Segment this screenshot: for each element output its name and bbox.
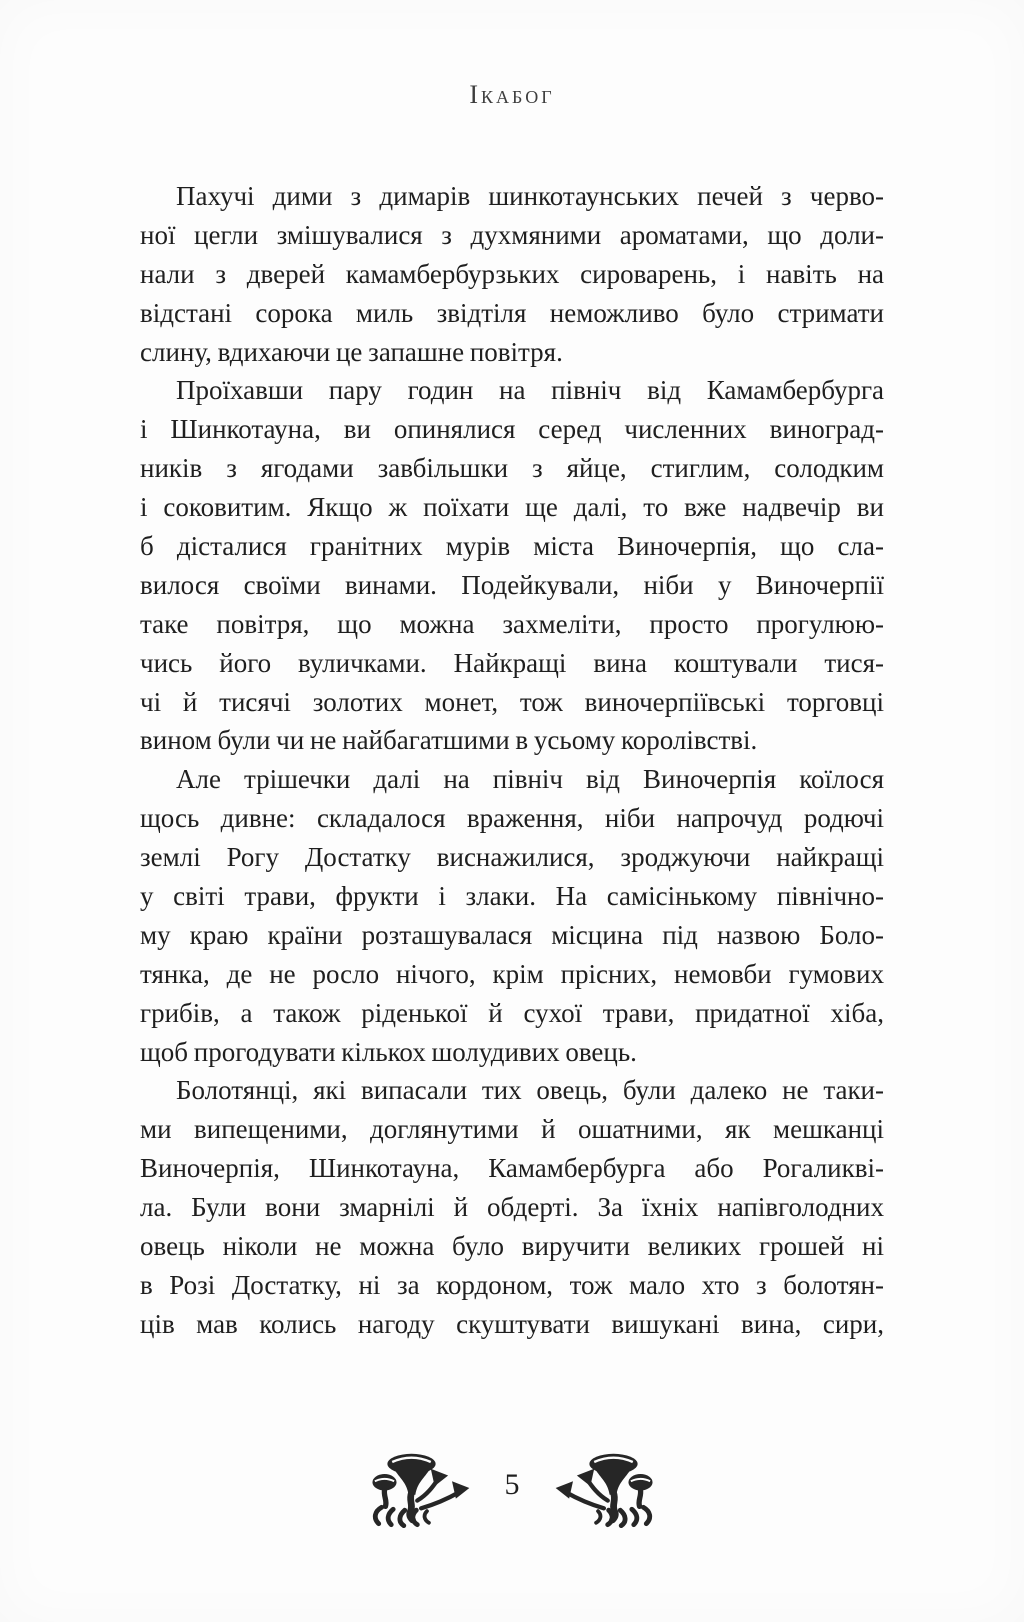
page-number: 5 [504,1468,520,1501]
page-footer [0,1450,1024,1528]
text-line: б дісталися гранітних мурів міста Виночерпія, що сла- [140,531,884,562]
text-line: щоб прогодувати кількох шолудивих овець. [140,1036,637,1067]
mushroom-ornament-left-icon [371,1450,479,1528]
text-line: чі й тисячі золотих монет, тож виночерпіївські торговці [140,686,884,717]
text-line: таке повітря, що можна захмеліти, просто прогулюю- [140,608,884,639]
mushroom-ornament-right-icon [546,1450,654,1528]
running-head: Ікабог [469,80,555,109]
text-line: ної цегли змішувалися з духмяними ароматами, що доли- [140,219,884,250]
text-line: ми випещеними, доглянутими й ошатними, як мешканці [140,1114,884,1145]
text-line: слину, вдихаючи це запашне повітря. [140,336,563,367]
text-line: землі Рогу Достатку виснажилися, зроджуючи найкращі [140,842,884,873]
text-line: і Шинкотауна, ви опинялися серед численних виноград- [140,414,884,445]
text-line: грибів, а також ріденької й сухої трави, придатної хіба, [140,997,884,1028]
text-line: тянка, де не росло нічого, крім прісних, немовби гумових [140,958,884,989]
text-line: в Розі Достатку, ні за кордоном, тож мало хто з болотян- [140,1269,884,1300]
text-line: вином були чи не найбагатшими в усьому королівстві. [140,725,758,756]
text-line: Але трішечки далі на північ від Виночерпія коїлося [176,764,884,795]
text-line: Проїхавши пару годин на північ від Камамбербурга [176,375,884,406]
text-line: му краю країни розташувалася місцина під назвою Боло- [140,919,884,950]
text-line: щось дивне: складалося враження, ніби напрочуд родючі [140,803,884,834]
text-line: Виночерпія, Шинкотауна, Камамбербурга або Рогаликві- [140,1153,884,1184]
text-line: нали з дверей камамбербурзьких сироварень, і навіть на [140,258,884,289]
body-text [140,177,884,1344]
text-line: Пахучі дими з димарів шинкотаунських печей з черво- [176,181,884,211]
text-line: ців мав колись нагоду скуштувати вишукані вина, сири, [140,1308,884,1339]
text-line: ла. Були вони змарнілі й обдерті. За їхніх напівголодних [140,1192,884,1223]
text-line: чись його вуличками. Найкращі вина коштували тися- [140,647,884,678]
text-line: відстані сорока миль звідтіля неможливо було стримати [140,297,884,328]
text-line: у світі трави, фрукти і злаки. На самісінькому північно- [140,881,884,912]
text-line: Болотянці, які випасали тих овець, були далеко не таки- [176,1075,884,1106]
text-line: вилося своїми винами. Подейкували, ніби у Виночерпії [140,569,884,600]
text-line: і соковитим. Якщо ж поїхати ще далі, то вже надвечір ви [140,492,884,523]
text-line: овець ніколи не можна було виручити великих грошей ні [140,1231,884,1262]
text-line: ників з ягодами завбільшки з яйце, стиглим, солодким [140,453,884,484]
